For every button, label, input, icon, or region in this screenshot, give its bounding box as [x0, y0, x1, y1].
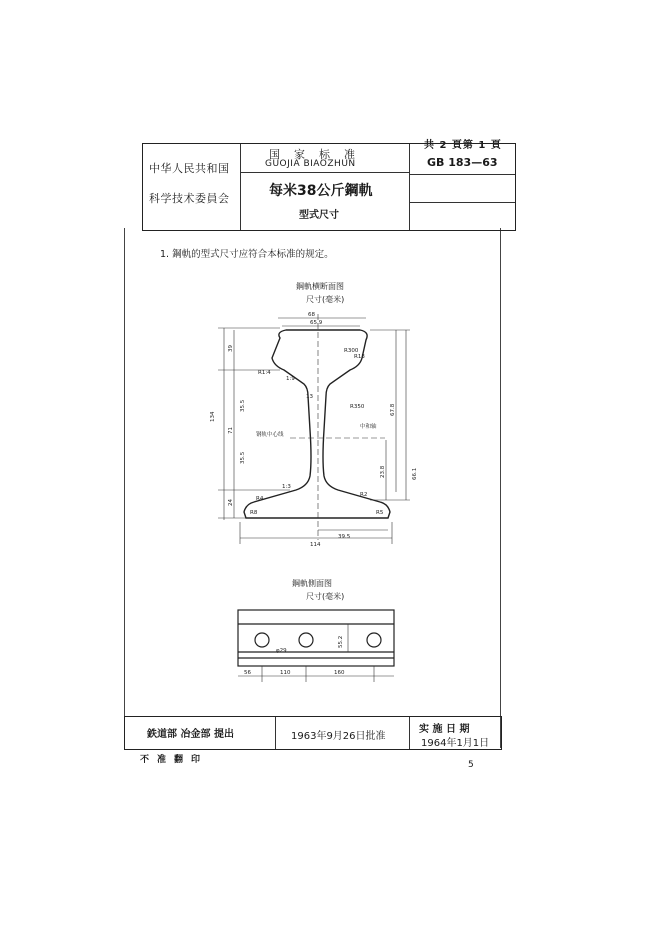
figure2-title: 鋼軌側面图: [292, 579, 332, 588]
label-r8: R8: [250, 510, 258, 516]
label-r350: R350: [350, 404, 365, 410]
label-r2: R2: [360, 492, 368, 498]
label-neutral-axis: 中和轴: [360, 424, 377, 430]
dim-35-5-top: 35.5: [240, 399, 246, 412]
org-line-2: 科学技术委員会: [149, 192, 230, 205]
page-frame: [124, 228, 125, 748]
page-subtitle: 型式尺寸: [299, 210, 339, 221]
standard-cn: 国家标准: [269, 148, 369, 161]
effective-label: 实 施 日 期: [419, 724, 470, 735]
label-13: 13: [306, 394, 313, 400]
dim-71: 71: [228, 427, 234, 434]
dim-35-5-bottom: 35.5: [240, 451, 246, 464]
approved-date: 1963年9月26日批准: [291, 731, 386, 742]
label-1-3: 1:3: [282, 484, 291, 490]
submitted-by: 鉄道部 冶金部 提出: [147, 729, 234, 740]
page-title: 每米38公斤鋼軌: [269, 183, 373, 199]
dim-66-1: 66.1: [412, 467, 418, 480]
header-box: [142, 143, 516, 231]
standard-code: GB 183—63: [427, 156, 498, 169]
label-r4: R4: [256, 496, 264, 502]
body-paragraph: 1. 鋼軌的型式尺寸应符合本标准的规定。: [160, 249, 334, 260]
dim-24: 24: [228, 499, 234, 506]
label-web-center: 钢轨中心线: [256, 432, 284, 438]
dim-67-8: 67.8: [390, 403, 396, 416]
label-r5: R5: [376, 510, 384, 516]
dim-56: 56: [244, 670, 251, 676]
dim-110: 110: [280, 670, 291, 676]
dim-55-2: 55.2: [338, 635, 344, 648]
label-hole-dia: φ29: [276, 648, 287, 654]
dim-39-5: 39.5: [338, 534, 351, 540]
footer-row: [124, 716, 502, 750]
dim-65-9: 65.9: [310, 320, 323, 326]
effective-date: 1964年1月1日: [421, 738, 490, 749]
figure2-unit: 尺寸(毫米): [306, 592, 345, 601]
label-1-9: 1:9: [286, 376, 295, 382]
page-frame-right: [500, 228, 501, 748]
dim-23-8: 23.8: [380, 465, 386, 478]
dim-39: 39: [228, 345, 234, 352]
figure1-unit: 尺寸(毫米): [306, 295, 345, 304]
standard-pinyin: GUOJIA BIAOZHUN: [265, 159, 356, 169]
figure1-title: 鋼軌横断面图: [296, 282, 344, 291]
no-reprint-note: 不准翻印: [140, 755, 209, 765]
label-r13: R13: [354, 354, 365, 360]
rail-side-view-drawing: [228, 600, 404, 692]
page-count: 共 2 頁第 1 頁: [424, 140, 502, 151]
label-r300: R300: [344, 348, 359, 354]
dim-134: 134: [210, 411, 216, 422]
page-number: 5: [468, 760, 474, 770]
dim-160: 160: [334, 670, 345, 676]
rail-cross-section-drawing: [210, 300, 430, 560]
org-line-1: 中华人民共和国: [149, 162, 230, 175]
dim-68: 68: [308, 312, 315, 318]
label-r1-4: R1:4: [258, 370, 271, 376]
dim-114: 114: [310, 542, 321, 548]
